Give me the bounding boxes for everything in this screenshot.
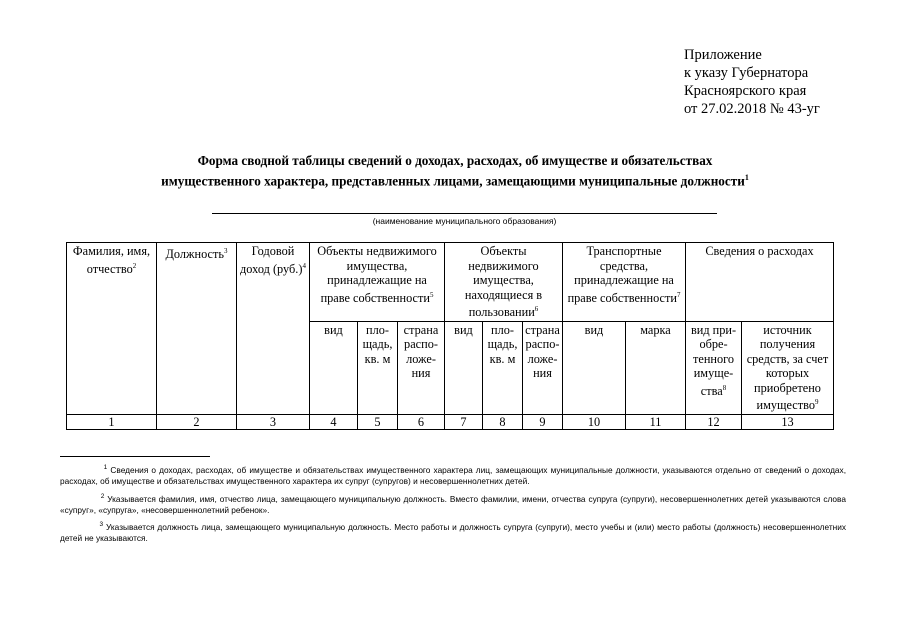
appendix-line-4: от 27.02.2018 № 43-уг	[684, 101, 820, 117]
header-expenses: Сведения о расходах	[686, 243, 834, 322]
column-number: 3	[237, 414, 310, 429]
footnotes	[60, 462, 846, 548]
column-number: 1	[67, 414, 157, 429]
footnote-2-num: 2	[100, 492, 105, 500]
footnote-1	[60, 462, 846, 488]
header-position-ref: 3	[223, 247, 228, 255]
owned-country: страна распо-ложе-ния	[398, 321, 445, 414]
municipality-caption: (наименование муниципального образования)	[372, 216, 557, 226]
header-vehicles-text: Транспортные средства, принадлежащие на праве собственности	[567, 244, 677, 305]
header-owned-property-ref: 5	[429, 290, 434, 299]
funds-source-ref: 9	[814, 398, 819, 407]
form-title-line-2-text: имущественного характера, представленных лицами, замещающими муниципальные должности	[161, 173, 745, 189]
column-number-row	[67, 414, 834, 429]
used-country: страна распо-ложе-ния	[523, 321, 563, 414]
column-number: 10	[563, 414, 626, 429]
column-number: 5	[358, 414, 398, 429]
used-type: вид	[445, 321, 483, 414]
vehicle-type: вид	[563, 321, 626, 414]
acquired-property-type	[686, 321, 742, 414]
header-used-property	[445, 243, 563, 322]
owned-type: вид	[310, 321, 358, 414]
header-used-property-ref: 6	[534, 305, 539, 313]
column-number: 7	[445, 414, 483, 429]
column-number: 2	[157, 414, 237, 429]
used-area: пло-щадь, кв. м	[483, 321, 523, 414]
header-position-text: Должность	[165, 247, 224, 262]
header-used-property-text: Объекты недвижимого имущества, находящиеся в пользовании	[464, 244, 543, 320]
header-row-1	[67, 243, 834, 322]
header-full-name-ref: 2	[132, 261, 137, 270]
column-number: 4	[310, 414, 358, 429]
appendix-line-1: Приложение	[684, 47, 762, 63]
header-vehicles	[563, 243, 686, 322]
appendix-line-3: Красноярского края	[684, 83, 807, 99]
vehicle-brand: марка	[626, 321, 686, 414]
header-full-name-text: Фамилия, имя, отчество	[72, 244, 151, 276]
column-number: 11	[626, 414, 686, 429]
footnote-1-text: Сведения о доходах, расходах, об имуществе и обязательствах имущественного характера лиц, замещающих муниципальные должности, указываются отдельно от сведений о доходах, расходах, об имуществе и обязательствах имущественного характера их супруг (супругов) и несовершеннолетних детей.	[60, 464, 846, 487]
acquired-property-type-ref: 8	[722, 383, 727, 392]
funds-source	[742, 321, 834, 414]
header-owned-property	[310, 243, 445, 322]
header-position	[157, 243, 237, 415]
footnote-2	[60, 491, 846, 517]
header-owned-property-text: Объекты недвижимого имущества, принадлежащие на праве собственности	[317, 244, 437, 305]
footnote-2-text: Указывается фамилия, имя, отчество лица, замещающего муниципальную должность. Вместо фамилии, имени, отчества супруга (супруги), несовершеннолетних детей указываются слова «супруг», «супруга», «несовершеннолетний ребенок».	[60, 493, 846, 515]
owned-area: пло-щадь, кв. м	[358, 321, 398, 414]
appendix-line-2: к указу Губернатора	[684, 65, 809, 81]
form-title-footnote-ref: 1	[744, 173, 749, 182]
form-title-line-1: Форма сводной таблицы сведений о доходах, расходах, об имуществе и обязательствах	[197, 153, 713, 168]
header-full-name	[67, 243, 157, 415]
column-number: 8	[483, 414, 523, 429]
footnote-1-num: 1	[103, 464, 108, 471]
column-number: 6	[398, 414, 445, 429]
footnote-3-num: 3	[99, 521, 104, 529]
column-number: 9	[523, 414, 563, 429]
footnote-separator	[60, 456, 210, 457]
footnote-3	[60, 519, 846, 545]
header-annual-income-ref: 4	[302, 261, 306, 270]
footnote-3-text: Указывается должность лица, замещающего муниципальную должность. Место работы и должность супруга (супруги), место учебы и (или) место работы (должность) несовершеннолетних детей не указываются.	[60, 521, 846, 544]
appendix-block	[684, 46, 820, 118]
header-vehicles-ref: 7	[676, 290, 681, 299]
header-annual-income	[237, 243, 310, 415]
header-annual-income-text: Годовой доход (руб.)	[240, 244, 303, 276]
municipality-name-line	[212, 213, 717, 214]
column-number: 12	[686, 414, 742, 429]
summary-table	[66, 242, 834, 430]
form-title	[60, 152, 850, 189]
acquired-property-type-text: вид при-обре-тенного имуще-ства	[690, 322, 737, 398]
column-number: 13	[742, 414, 834, 429]
funds-source-text: источник получения средств, за счет которых приобретено имущество	[746, 322, 829, 413]
form-title-line-2	[60, 169, 850, 189]
